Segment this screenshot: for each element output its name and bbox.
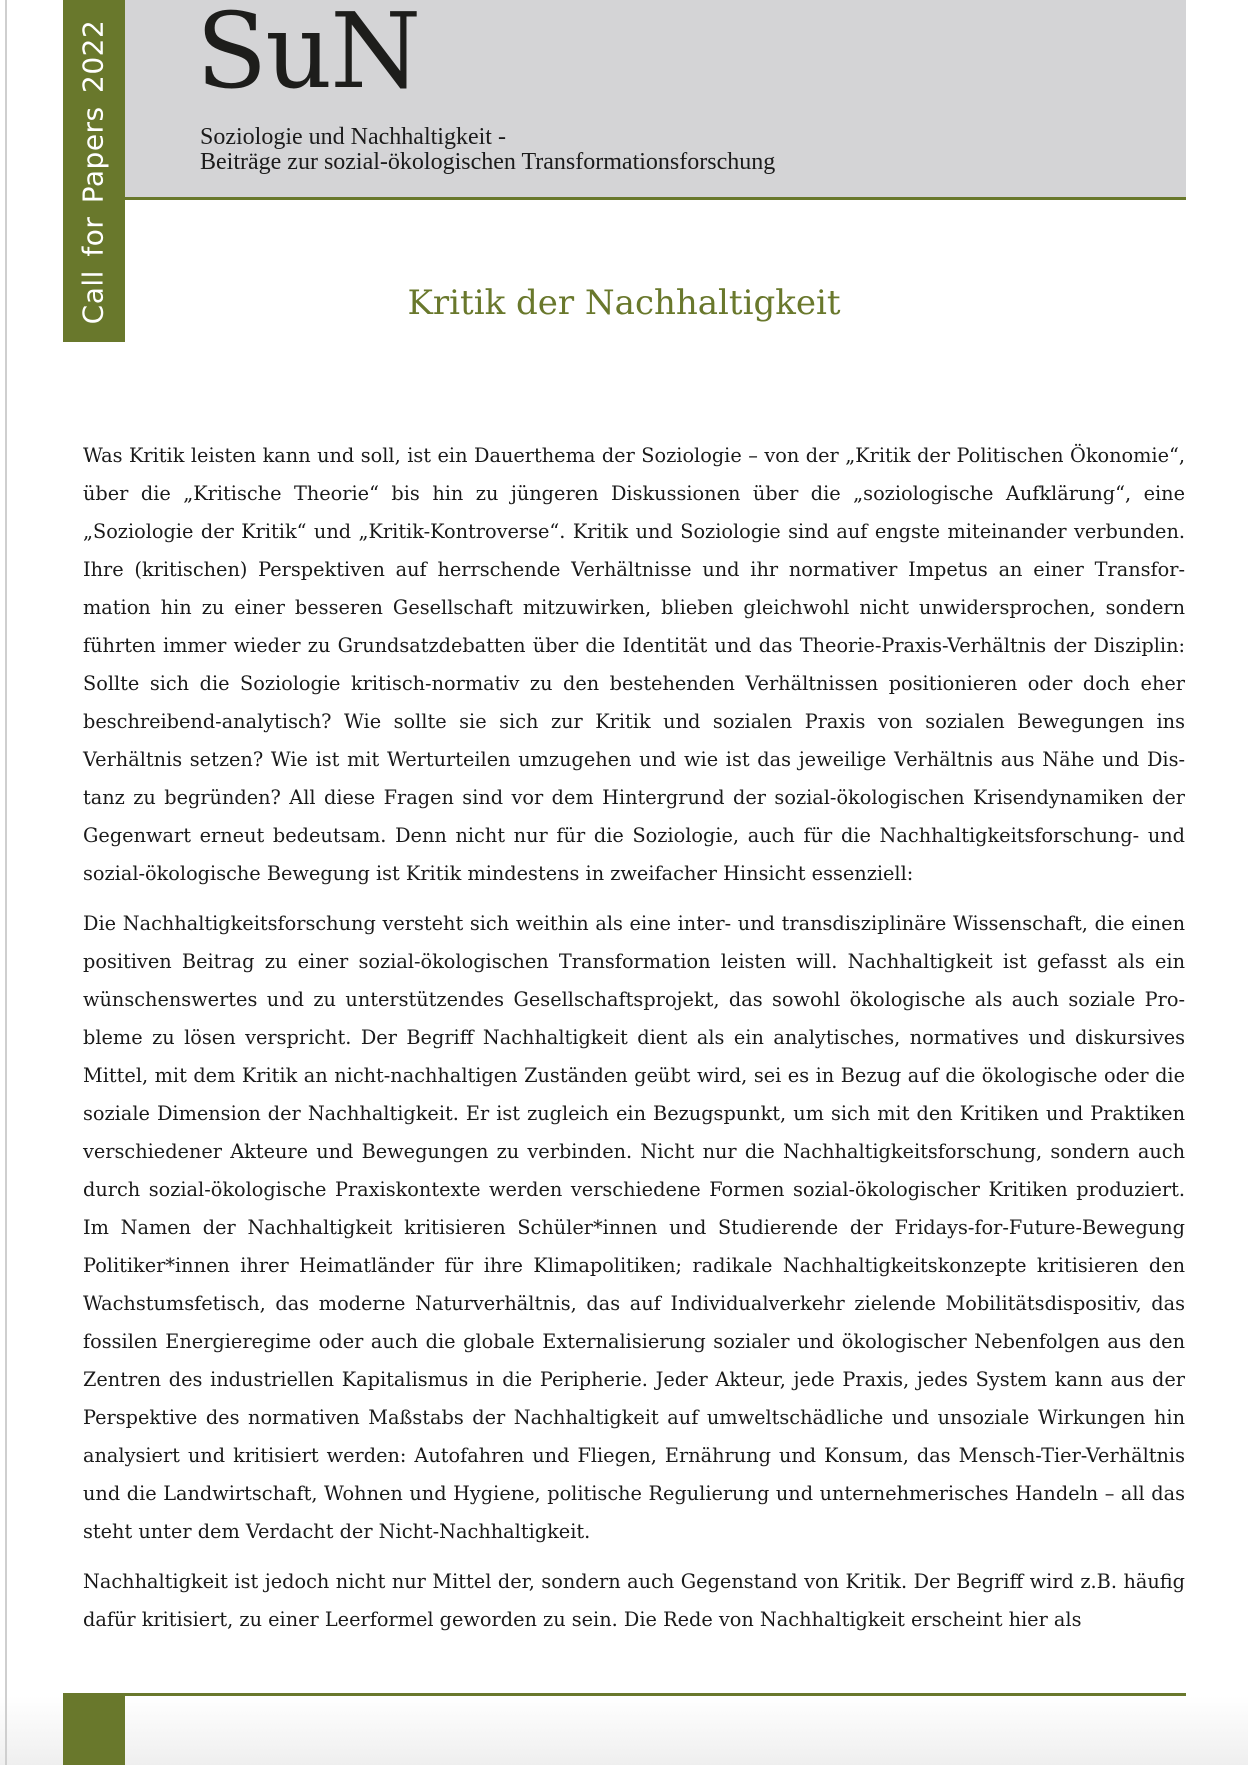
paragraph-3: Nachhaltigkeit ist jedoch nicht nur Mittel der, sondern auch Gegenstand von Kritik. Der Begriff wird z.B. häufig dafür kritisiert, zu einer Leerformel geworden zu sein. Die Rede von Nachhaltigkeit erscheint hier als	[83, 1570, 1185, 1631]
paragraph-2: Die Nachhaltigkeitsforschung versteht sich weithin als eine inter- und transdisziplinäre Wissenschaft, die einen positiven Beitrag zu einer sozial-ökologischen Transformation leisten will. Nachhaltigkeit ist gefasst als ein wünschenswertes und zu unterstützendes Gesellschaftsprojekt, das sowohl ökologische als auch soziale Probleme zu lösen verspricht. Der Begriff Nachhaltigkeit dient als ein analytisches, normatives und diskursives Mittel, mit dem Kritik an nicht-nachhaltigen Zuständen geübt wird, sei es in Bezug auf die ökologische oder die soziale Dimension der Nachhaltigkeit. Er ist zugleich ein Bezugspunkt, um sich mit den Kritiken und Praktiken verschiedener Akteure und Bewegungen zu verbinden. Nicht nur die Nachhaltigkeitsforschung, sondern auch durch sozial-ökologische Praxiskontexte werden verschiedene Formen sozial-ökologischer Kritiken produziert. Im Namen der Nachhaltigkeit kritisieren Schüler*innen und Studierende der Fridays-for-Future-Bewegung Politiker*innen ihrer Heimatländer für ihre Klimapolitiken; radikale Nachhaltigkeitskonzepte kritisieren den Wachstumsfetisch, das moderne Naturverhältnis, das auf Individualverkehr zielende Mobilitätsdispositiv, das fossilen Energieregime oder auch die globale Externalisierung sozialer und ökologischer Nebenfolgen aus den Zentren des industriellen Kapitalismus in die Peripherie. Jeder Akteur, jede Praxis, jedes System kann aus der Perspektive des normativen Maßstabs der Nachhaltigkeit auf umweltschädliche und unsoziale Wirkungen hin analysiert und kritisiert werden: Autofahren und Fliegen, Ernährung und Konsum, das Mensch-Tier-Verhältnis und die Landwirtschaft, Wohnen und Hygiene, politische Regulierung und unternehmerisches Handeln – all das steht unter dem Verdacht der Nicht-Nachhaltigkeit.	[83, 912, 1185, 1543]
footer-divider	[125, 1693, 1186, 1696]
journal-logo: SuN	[196, 0, 420, 112]
paragraph-1: Was Kritik leisten kann und soll, ist ein Dauerthema der Soziologie – von der „Kritik der Politischen Ökonomie“, über die „Kritische Theorie“ bis hin zu jüngeren Diskussionen über die „soziologische Aufklärung“, eine „Soziologie der Kritik“ und „Kritik-Kontroverse“. Kritik und Soziologie sind auf engste miteinander verbunden. Ihre (kritischen) Perspektiven auf herrschende Verhältnisse und ihr normativer Impetus an einer Transformation hin zu einer besseren Gesellschaft mitzuwirken, blieben gleichwohl nicht unwidersprochen, sondern führten immer wieder zu Grundsatzdebatten über die Identität und das Theorie-Praxis-Verhältnis der Disziplin: Sollte sich die Soziologie kritisch-normativ zu den bestehenden Verhältnissen positionieren oder doch eher beschreibend-analytisch? Wie sollte sie sich zur Kritik und sozialen Praxis von sozialen Bewegungen ins Verhältnis setzen? Wie ist mit Werturteilen umzugehen und wie ist das jeweilige Verhältnis aus Nähe und Distanz zu begründen? All diese Fragen sind vor dem Hintergrund der sozial-ökologischen Krisendynamiken der Gegenwart erneut bedeutsam. Denn nicht nur für die Soziologie, auch für die Nachhaltigkeitsforschung- und sozial-ökologische Bewegung ist Kritik mindestens in zweifacher Hinsicht essenziell:	[83, 444, 1185, 885]
page-bottom-shade	[0, 1696, 1248, 1765]
subtitle-line-1: Soziologie und Nachhaltigkeit -	[200, 124, 506, 150]
document-body	[83, 437, 1185, 1651]
journal-subtitle	[200, 125, 775, 175]
call-for-papers-label: Call for Papers 2022	[76, 19, 110, 325]
footer-tab	[63, 1693, 125, 1765]
header-divider	[125, 197, 1186, 200]
document-title: Kritik der Nachhaltigkeit	[407, 283, 841, 323]
subtitle-line-2: Beiträge zur sozial-ökologischen Transformationsforschung	[200, 149, 776, 175]
page-left-edge	[5, 0, 7, 1765]
